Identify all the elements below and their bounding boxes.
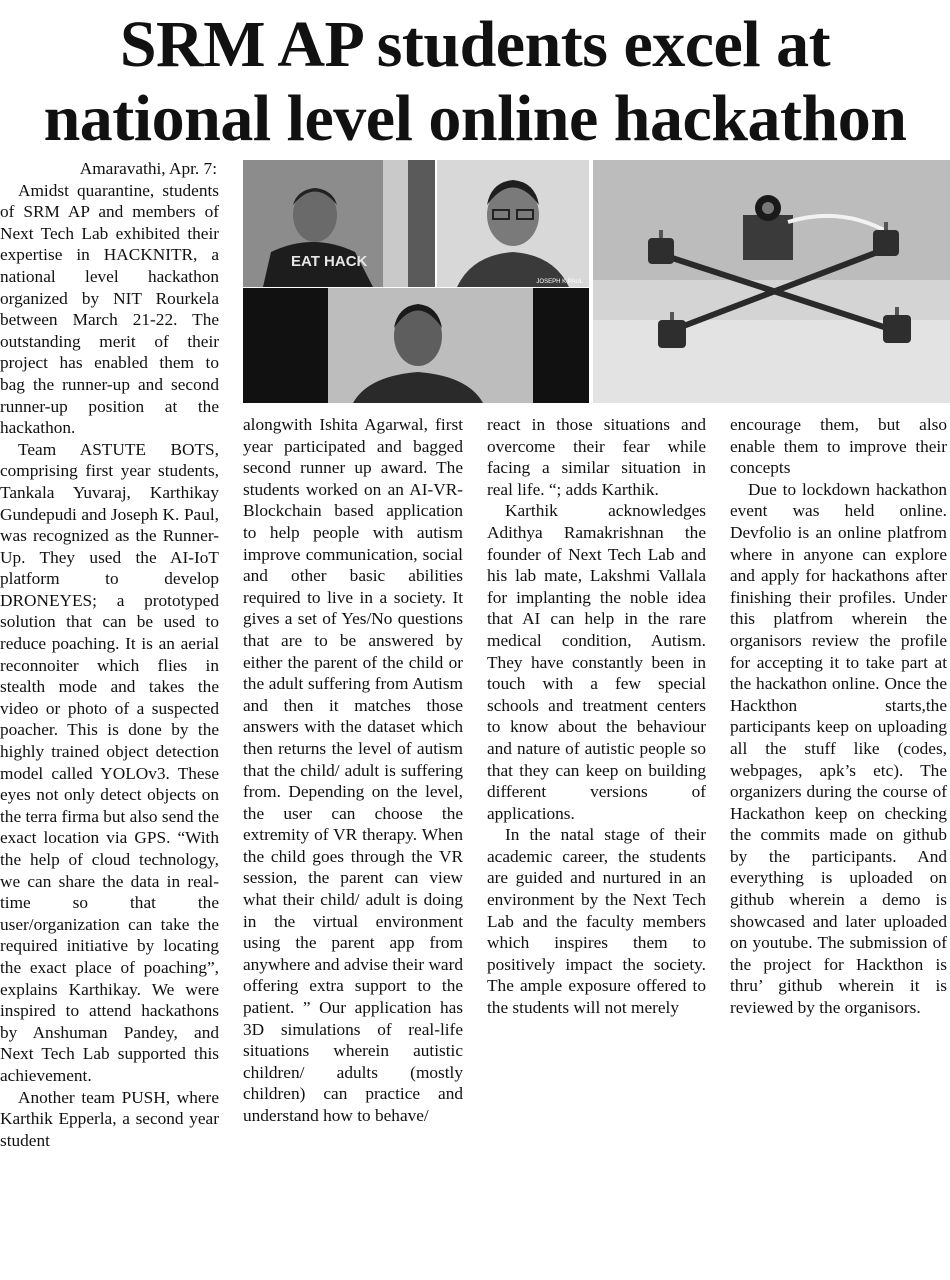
dateline: Amaravathi, Apr. 7: xyxy=(79,159,217,178)
headline-line-2: national level online hackathon xyxy=(43,82,907,155)
paragraph: Another team PUSH, where Karthik Epperla, a second year student xyxy=(0,1087,219,1150)
paragraph: Amidst quarantine, students of SRM AP and members of Next Tech Lab exhibited their expertise in HACKNITR, a national level hackathon organized by NIT Rourkela between March 21-22. The outstanding merit of their project has enabled them to bag the runner-up and second runner-up position at the hackathon. xyxy=(0,180,219,438)
student-2-photo xyxy=(437,160,589,287)
paragraph: alongwith Ishita Agarwal, first year participated and bagged second runner up award. The students worked on an AI-VR-Blockchain based application to help people with autism improve communication, social and other basic abilities required to live in a society. It gives a set of Yes/No questions that are to be answered by either the parent of the child or the adult suffering from Autism and then it matches those answers with the dataset which then returns the level of autism that the child/ adult is suffering from. Depending on the level, the user can choose the extremity of VR therapy. When the child goes through the VR session, the parent can view what their child/ adult is doing in the virtual environment using the parent app from anywhere and advise their ward offering extra support to the patient. ” Our application has 3D simulations of real-life situations wherein autistic children/ adults (mostly children) can practice and understand how to behave/ xyxy=(243,415,463,1125)
shirt-text: EAT HACK xyxy=(291,253,368,270)
headline xyxy=(0,8,950,156)
article-column-2 xyxy=(243,414,463,1127)
article-column-4 xyxy=(730,414,947,1019)
paragraph: Due to lockdown hackathon event was held online. Devfolio is an online platfrom where in anyone can explore and apply for hackathons after finishing their profiles. Under this platfrom wherein the organisors review the profile for accepting it to take part at the hackathon online. Once the Hackthon starts,the participants keep on uploading all the stuff like (codes, webpages, apk’s etc). The organizers during the course of Hackathon keep on checking the commits made on github by the participants. And everything is uploaded on github wherein a demo is showcased and later uploaded on youtube. The submission of the project for Hackthon is thru’ github wherein it is reviewed by the organisors. xyxy=(730,479,947,1018)
article-column-1 xyxy=(0,158,219,1151)
headline-line-1: SRM AP students excel at xyxy=(119,8,831,81)
drone-photo xyxy=(593,160,950,403)
photo-caption: JOSEPH K PAUL xyxy=(536,279,583,285)
paragraph: Team ASTUTE BOTS, comprising first year students, Tankala Yuvaraj, Karthikay Gundepudi and Joseph K. Paul, was recognized as the Runner-Up. They used the AI-IoT platform to develop DRONEYES; a prototyped solution that can be used to reduce poaching. It is an aerial reconnoiter which flies in stealth mode and takes the video or photo of a suspected poacher. This is done by the highly trained object detection model called YOLOv3. These eyes not only detect objects on the terra firma but also send the exact location via GPS. “With the help of cloud technology, we can share the data in real-time so that the user/organization can take the required initiative by locating the exact place of poaching”, explains Karthikay. We were inspired to attend hackathons by Anshuman Pandey, and Next Tech Lab supported this achievement. xyxy=(0,439,219,1085)
student-1-photo xyxy=(243,160,435,287)
student-3-photo xyxy=(243,288,589,403)
paragraph: Karthik acknowledges Adithya Ramakrishnan the founder of Next Tech Lab and his lab mate, Lakshmi Vallala for implanting the noble idea that AI can help in the rare medical condition, Autism. They have constantly been in touch with a few special schools and treatment centers to know about the behaviour and nature of autistic people so that they can keep on building different versions of applications. xyxy=(487,501,706,823)
paragraph: react in those situations and overcome their fear while facing a similar situation in real life. “; adds Karthik. xyxy=(487,415,706,499)
paragraph: encourage them, but also enable them to improve their concepts xyxy=(730,415,947,478)
article-column-3 xyxy=(487,414,706,1019)
paragraph: In the natal stage of their academic career, the students are guided and nurtured in an environment by the Next Tech Lab and the faculty members which inspires them to positively impact the society. The ample exposure offered to the students will not merely xyxy=(487,825,706,1018)
